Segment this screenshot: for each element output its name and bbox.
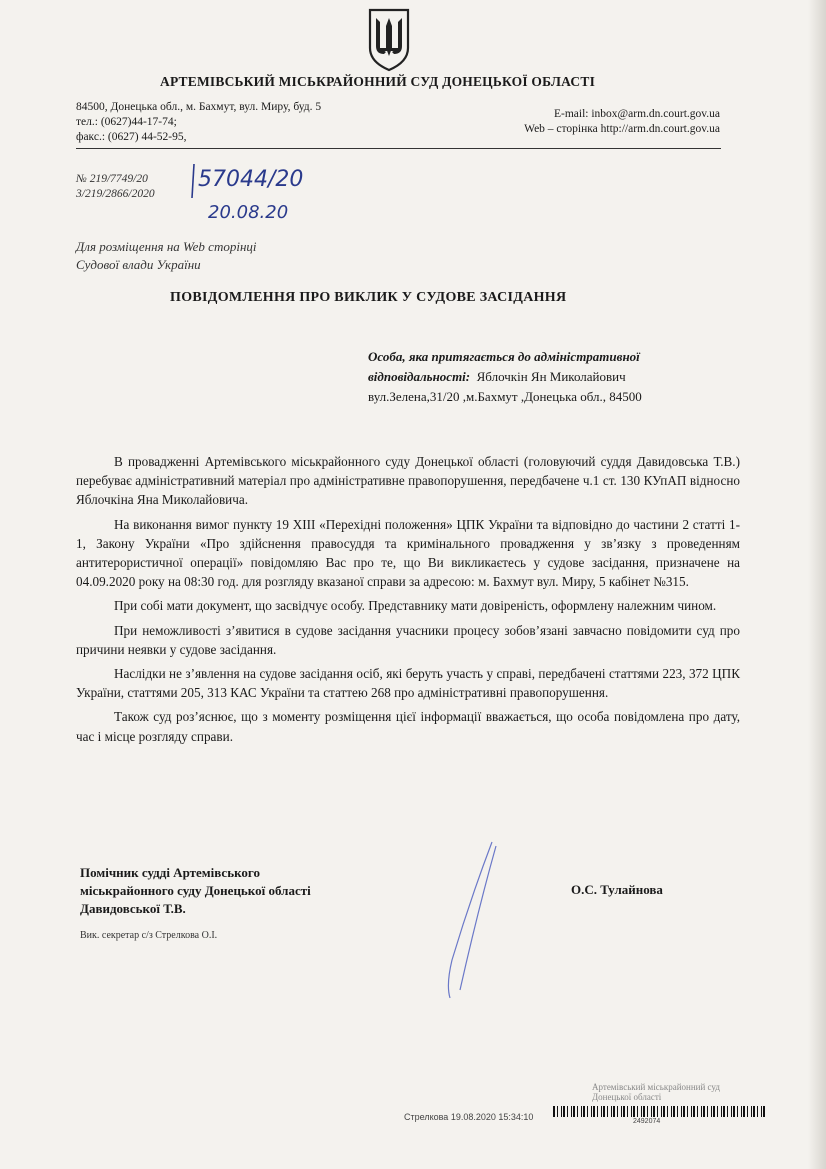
placement-line-1: Для розміщення на Web сторінці bbox=[76, 239, 257, 254]
header-divider bbox=[76, 148, 721, 149]
signer-line-1: Помічник судді Артемівського bbox=[80, 865, 260, 880]
document-title: ПОВІДОМЛЕННЯ ПРО ВИКЛИК У СУДОВЕ ЗАСІДАННЯ bbox=[170, 290, 567, 305]
court-stamp bbox=[592, 1082, 720, 1102]
notice-body bbox=[76, 452, 740, 751]
page-fold-shadow bbox=[808, 0, 826, 1169]
court-address: 84500, Донецька обл., м. Бахмут, вул. Миру, буд. 5 bbox=[76, 101, 322, 113]
handwritten-date: 20.08.20 bbox=[208, 202, 289, 223]
print-footer: Стрелкова 19.08.2020 15:34:10 bbox=[404, 1112, 534, 1122]
court-contacts bbox=[480, 107, 720, 137]
proceeding-number: 3/219/2866/2020 bbox=[76, 188, 155, 200]
case-number: № 219/7749/20 bbox=[76, 173, 148, 185]
paragraph: В провадженні Артемівського міськрайонного суду Донецької області (головуючий суддя Давидовська Т.В.) перебуває адміністративний матеріал про адміністративне правопорушення, передбачене ч.1 ст. 130 КУпАП відносно Яблочкіна Яна Миколайовича. bbox=[76, 454, 740, 508]
addressee-label: Особа, яка притягається до адміністративної відповідальності: bbox=[368, 349, 640, 384]
handwritten-registration bbox=[190, 160, 310, 226]
stamp-line-2: Донецької області bbox=[592, 1092, 662, 1102]
addressee-block bbox=[368, 347, 748, 407]
barcode-number: 2492074 bbox=[633, 1118, 661, 1124]
court-email: E-mail: inbox@arm.dn.court.gov.ua bbox=[553, 108, 720, 120]
addressee-address: вул.Зелена,31/20 ,м.Бахмут ,Донецька обл., 84500 bbox=[368, 389, 642, 404]
signer-block bbox=[80, 864, 311, 918]
paragraph: При собі мати документ, що засвідчує особу. Представнику мати довіреність, оформлену належним чином. bbox=[114, 598, 717, 614]
executor-note: Вик. секретар с/з Стрелкова О.І. bbox=[80, 930, 218, 941]
paragraph: На виконання вимог пункту 19 XIII «Перехідні положення» ЦПК України та відповідно до частини 2 статті 1-1, Закону України «Про здійснення правосуддя та кримінального провадження у зв’язку з проведенням антитерористичної операції» повідомляю Вас про те, що Ви викликаєтесь у судове засідання, призначене на 04.09.2020 року на 08:30 год. для розгляду вказаної справи за адресою: м. Бахмут вул. Миру, 5 кабінет №315. bbox=[76, 516, 740, 590]
placement-line-2: Судової влади України bbox=[76, 257, 201, 272]
court-name: АРТЕМІВСЬКИЙ МІСЬКРАЙОННИЙ СУД ДОНЕЦЬКОЇ ОБЛАСТІ bbox=[160, 74, 596, 89]
signer-line-3: Давидовської Т.В. bbox=[80, 901, 186, 916]
stamp-line-1: Артемівський міськрайонний суд bbox=[592, 1082, 720, 1092]
addressee-name: Яблочкін Ян Миколайович bbox=[476, 369, 626, 384]
handwritten-number: 57044/20 bbox=[198, 167, 304, 192]
signer-line-2: міськрайонного суду Донецької області bbox=[80, 883, 311, 898]
placement-note bbox=[76, 238, 257, 274]
case-references bbox=[76, 172, 155, 202]
signer-name: О.С. Тулайнова bbox=[571, 882, 663, 897]
signature-stroke bbox=[430, 840, 510, 1000]
court-phone: тел.: (0627)44-17-74; bbox=[76, 116, 177, 128]
paragraph: Також суд роз’яснює, що з моменту розміщення цієї інформації вважається, що особа повідомлена про дату, час і місце розгляду справи. bbox=[76, 709, 740, 744]
barcode-icon bbox=[553, 1106, 769, 1124]
paragraph: Наслідки не з’явлення на судове засідання осіб, які беруть участь у справі, передбачені статтями 223, 372 ЦПК України, статтями 205, 313 КАС України та статтею 268 про адміністративні правопорушення. bbox=[76, 666, 740, 701]
paragraph: При неможливості з’явитися в судове засідання учасники процесу зобов’язані завчасно повідомити суд про причини неявки у судове засідання. bbox=[76, 622, 740, 657]
coat-of-arms-icon bbox=[366, 8, 412, 72]
court-address-block bbox=[76, 100, 321, 145]
court-fax: факс.: (0627) 44-52-95, bbox=[76, 131, 187, 143]
court-web: Web – сторінка http://arm.dn.court.gov.ua bbox=[524, 123, 720, 135]
